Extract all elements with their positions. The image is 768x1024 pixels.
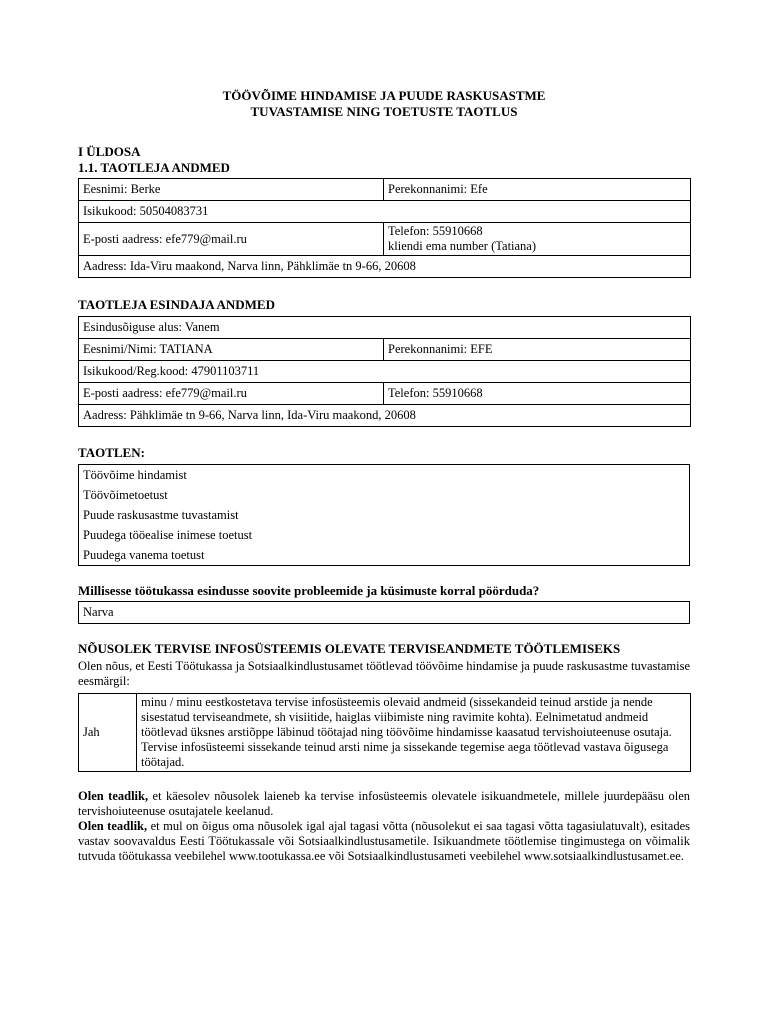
consent-answer-text: minu / minu eestkostetava tervise infosüsteemis olevaid andmeid (sissekandeid teinud arstide ja nende sisestatud terviseandmete, sh visiitide, haiglas viibimiste ning ravimite kohta). Eelnimetatud andmeid töötlevad üksnes arstiõppe läbinud töötajad ning töövõime hindamisse kaasatud tervishoiuteenuse osutaja. Tervise infosüsteemi sissekande teinud arsti nime ja sissekande tegemise aega töötlevad vastava õigusega töötajad. <box>137 694 691 772</box>
consent-answer-label[interactable]: Jah <box>79 694 137 772</box>
representative-email[interactable]: E-posti aadress: efe779@mail.ru <box>79 383 384 405</box>
request-item[interactable]: Töövõime hindamist <box>83 467 187 482</box>
title-line-2: TUVASTAMISE NING TOETUSTE TAOTLUS <box>250 104 518 119</box>
section-heading-general: I ÜLDOSA <box>78 144 141 159</box>
request-items <box>79 465 691 565</box>
request-item[interactable]: Puude raskusastme tuvastamist <box>83 507 239 522</box>
applicant-phone[interactable] <box>384 223 691 256</box>
representative-id-code[interactable]: Isikukood/Reg.kood: 47901103711 <box>79 361 691 383</box>
consent-table <box>78 693 691 772</box>
section-heading-request: TAOTLEN: <box>78 445 145 460</box>
representative-basis[interactable]: Esindusõiguse alus: Vanem <box>79 317 691 339</box>
awareness-note-1 <box>78 789 690 819</box>
representative-first-name[interactable]: Eesnimi/Nimi: TATIANA <box>79 339 384 361</box>
applicant-table <box>78 178 691 278</box>
representative-last-name[interactable]: Perekonnanimi: EFE <box>384 339 691 361</box>
request-item[interactable]: Puudega vanema toetust <box>83 547 205 562</box>
request-item[interactable]: Puudega tööealise inimese toetust <box>83 527 253 542</box>
representative-phone[interactable]: Telefon: 55910668 <box>384 383 691 405</box>
applicant-email[interactable]: E-posti aadress: efe779@mail.ru <box>79 223 384 256</box>
consent-heading: NÕUSOLEK TERVISE INFOSÜSTEEMIS OLEVATE TERVISEANDMETE TÖÖTLEMISEKS <box>78 641 621 656</box>
office-question: Millisesse töötukassa esindusse soovite probleemide ja küsimuste korral pöörduda? <box>78 583 540 598</box>
document-title <box>78 88 690 120</box>
request-list <box>78 464 690 566</box>
applicant-phone-note: kliendi ema number (Tatiana) <box>388 239 537 253</box>
awareness-note-2 <box>78 819 690 864</box>
office-table <box>78 601 690 624</box>
applicant-address[interactable]: Aadress: Ida-Viru maakond, Narva linn, Pähklimäe tn 9-66, 20608 <box>79 256 691 278</box>
section-heading-applicant: 1.1. TAOTLEJA ANDMED <box>78 160 230 175</box>
representative-table <box>78 316 691 427</box>
application-form <box>78 88 690 864</box>
awareness-note-1-text: et käesolev nõusolek laieneb ka tervise infosüsteemis olevatele isikuandmetele, millele juurdepääsu olen tervishoiuteenuse osutajatele keelanud. <box>78 789 690 818</box>
section-heading-representative: TAOTLEJA ESINDAJA ANDMED <box>78 297 275 312</box>
office-answer[interactable]: Narva <box>79 602 690 624</box>
applicant-first-name[interactable]: Eesnimi: Berke <box>79 179 384 201</box>
applicant-id-code[interactable]: Isikukood: 50504083731 <box>79 201 691 223</box>
title-line-1: TÖÖVÕIME HINDAMISE JA PUUDE RASKUSASTME <box>222 88 546 103</box>
consent-intro: Olen nõus, et Eesti Töötukassa ja Sotsiaalkindlustusamet töötlevad töövõime hindamise ja puude raskusastme tuvastamise eesmärgil: <box>78 659 690 688</box>
request-item[interactable]: Töövõimetoetust <box>83 487 168 502</box>
awareness-note-2-lead: Olen teadlik, <box>78 819 148 833</box>
awareness-note-2-text: et mul on õigus oma nõusolek igal ajal tagasi võtta (nõusolekut ei saa tagasi võtta tagasiulatuvalt), esitades vastav soovavaldus Eesti Töötukassale või Sotsiaalkindlustusametile. Isikuandmete töötlemise tingimustega on võimalik tutvuda töötukassa veebilehel www.tootukassa.ee või Sotsiaalkindlustusameti veebilehel www.sotsiaalkindlustusamet.ee. <box>78 819 690 863</box>
applicant-last-name[interactable]: Perekonnanimi: Efe <box>384 179 691 201</box>
representative-address[interactable]: Aadress: Pähklimäe tn 9-66, Narva linn, Ida-Viru maakond, 20608 <box>79 405 691 427</box>
applicant-phone-number: Telefon: 55910668 <box>388 224 483 238</box>
awareness-note-1-lead: Olen teadlik, <box>78 789 149 803</box>
